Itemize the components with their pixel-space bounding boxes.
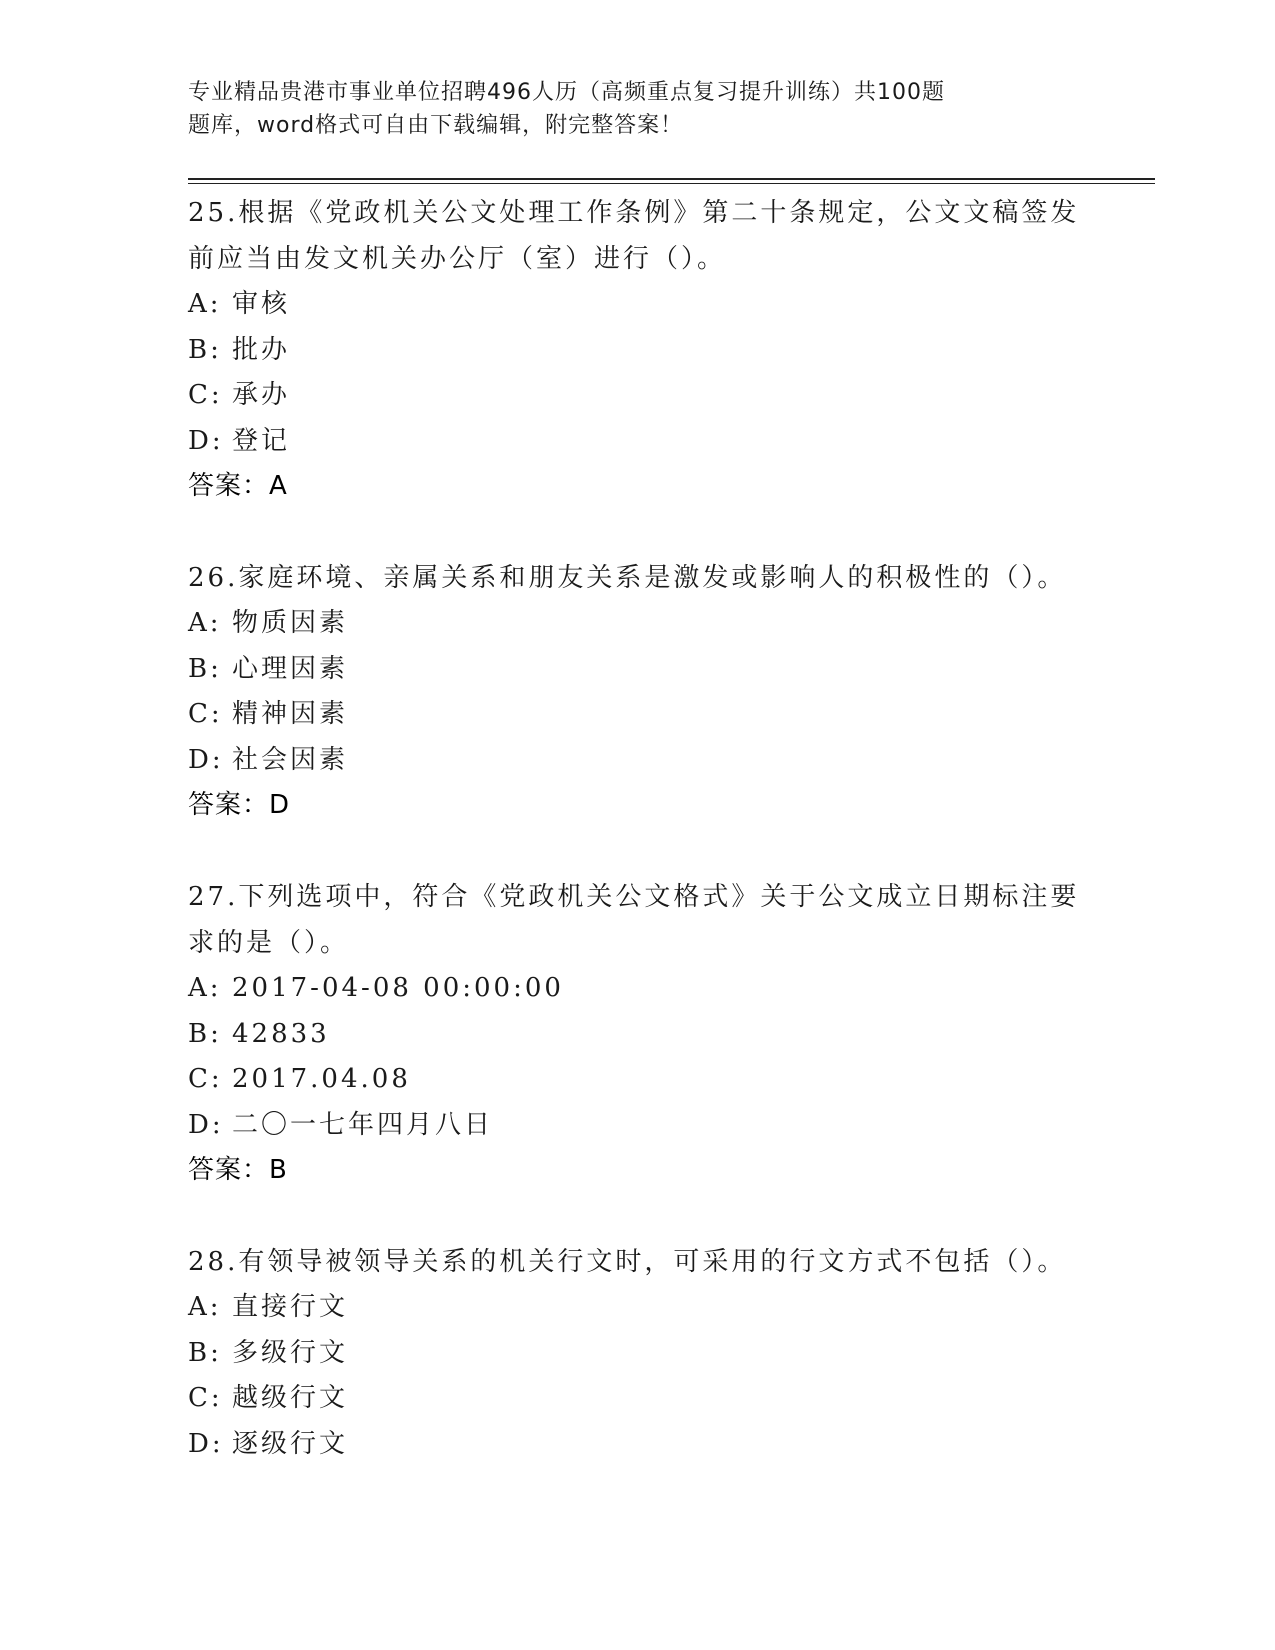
question-list bbox=[188, 190, 1088, 1467]
header-line-2: 题库，word格式可自由下载编辑，附完整答案！ bbox=[188, 113, 684, 138]
option-text: 物质因素 bbox=[232, 608, 349, 638]
option-text: 2017-04-08 00:00:00 bbox=[232, 973, 564, 1003]
question-26-option-a bbox=[188, 601, 1088, 647]
option-text: 批办 bbox=[232, 334, 291, 365]
option-label: D: bbox=[188, 425, 224, 456]
question-26 bbox=[188, 555, 1088, 828]
question-26-answer: 答案：D bbox=[188, 790, 291, 820]
option-label: B: bbox=[188, 334, 222, 365]
option-label: B: bbox=[188, 1018, 222, 1049]
option-text: 逐级行文 bbox=[232, 1428, 349, 1459]
question-27-option-a bbox=[188, 966, 1088, 1012]
question-28-option-b bbox=[188, 1331, 1088, 1377]
header-line-1: 专业精品贵港市事业单位招聘496人历（高频重点复习提升训练）共100题 bbox=[188, 80, 945, 105]
option-label: D: bbox=[188, 1428, 224, 1459]
question-27-option-c bbox=[188, 1057, 1088, 1103]
option-label: B: bbox=[188, 1337, 222, 1368]
question-27-line-1: 27.下列选项中，符合《党政机关公文格式》关于公文成立日期标注要 bbox=[188, 882, 1080, 912]
option-text: 越级行文 bbox=[232, 1383, 349, 1413]
question-28 bbox=[188, 1239, 1088, 1467]
option-label: C: bbox=[188, 1383, 223, 1413]
header-divider bbox=[188, 178, 1155, 180]
question-25-option-b bbox=[188, 328, 1088, 374]
question-27-answer: 答案：B bbox=[188, 1155, 288, 1185]
question-28-option-a bbox=[188, 1285, 1088, 1331]
option-label: A: bbox=[188, 973, 222, 1003]
question-27 bbox=[188, 874, 1088, 1193]
question-25-option-d bbox=[188, 419, 1088, 465]
question-25-answer: 答案：A bbox=[188, 471, 288, 501]
option-text: 直接行文 bbox=[232, 1292, 349, 1322]
question-25-option-c bbox=[188, 373, 1088, 419]
option-text: 二〇一七年四月八日 bbox=[232, 1109, 494, 1140]
option-text: 登记 bbox=[232, 425, 291, 456]
question-28-option-c bbox=[188, 1376, 1088, 1422]
option-label: A: bbox=[188, 1292, 222, 1322]
option-text: 心理因素 bbox=[232, 653, 349, 684]
option-text: 精神因素 bbox=[232, 699, 349, 729]
question-26-option-b bbox=[188, 647, 1088, 693]
option-text: 审核 bbox=[232, 289, 291, 319]
question-28-line-1: 28.有领导被领导关系的机关行文时，可采用的行文方式不包括（）。 bbox=[188, 1247, 1067, 1277]
option-text: 多级行文 bbox=[232, 1337, 349, 1368]
option-label: A: bbox=[188, 289, 222, 319]
option-text: 2017.04.08 bbox=[232, 1064, 411, 1094]
option-text: 社会因素 bbox=[232, 744, 349, 775]
option-label: B: bbox=[188, 653, 222, 684]
question-27-option-d bbox=[188, 1103, 1088, 1149]
option-label: D: bbox=[188, 744, 224, 775]
question-26-option-c bbox=[188, 692, 1088, 738]
question-25-option-a bbox=[188, 282, 1088, 328]
question-28-option-d bbox=[188, 1422, 1088, 1468]
question-25-line-2: 前应当由发文机关办公厅（室）进行（）。 bbox=[188, 244, 727, 274]
question-27-option-b bbox=[188, 1012, 1088, 1058]
question-26-line-1: 26.家庭环境、亲属关系和朋友关系是激发或影响人的积极性的（）。 bbox=[188, 563, 1067, 593]
option-text: 承办 bbox=[232, 380, 291, 410]
option-label: C: bbox=[188, 1064, 223, 1094]
document-header bbox=[188, 76, 1028, 142]
option-text: 42833 bbox=[232, 1018, 330, 1049]
question-25-line-1: 25.根据《党政机关公文处理工作条例》第二十条规定，公文文稿签发 bbox=[188, 198, 1080, 228]
option-label: C: bbox=[188, 699, 223, 729]
option-label: A: bbox=[188, 608, 222, 638]
header-divider-thin bbox=[188, 183, 1155, 184]
question-25 bbox=[188, 190, 1088, 509]
question-27-line-2: 求的是（）。 bbox=[188, 928, 350, 958]
question-26-option-d bbox=[188, 738, 1088, 784]
option-label: D: bbox=[188, 1109, 224, 1140]
option-label: C: bbox=[188, 380, 223, 410]
